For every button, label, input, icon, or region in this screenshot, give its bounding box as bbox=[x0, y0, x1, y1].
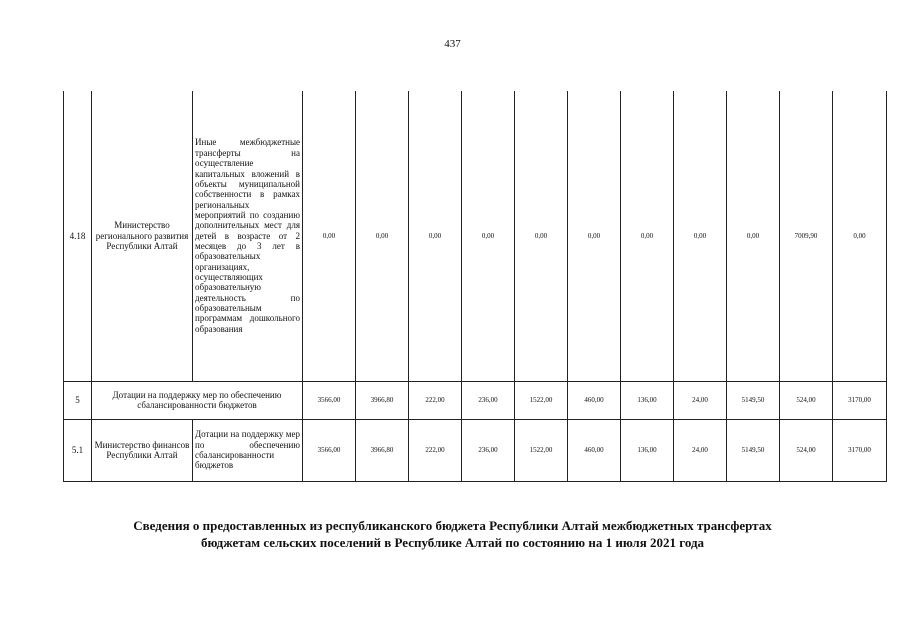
table-row bbox=[64, 91, 887, 381]
purpose-cell: Дотации на поддержку мер по обеспечению сбалансированности бюджетов bbox=[193, 419, 303, 481]
value-cell: 0,00 bbox=[356, 91, 409, 381]
value-cell: 7009,90 bbox=[780, 91, 833, 381]
organization-cell: Министерство регионального развития Республики Алтай bbox=[92, 91, 193, 381]
value-cell: 460,00 bbox=[568, 419, 621, 481]
value-cell: 524,00 bbox=[780, 381, 833, 419]
value-cell: 24,00 bbox=[674, 419, 727, 481]
value-cell: 236,00 bbox=[462, 381, 515, 419]
value-cell: 24,00 bbox=[674, 381, 727, 419]
purpose-cell: Иные межбюджетные трансферты на осуществление капитальных вложений в объекты муниципальной собственности в рамках региональных мероприятий по созданию дополнительных мест для детей в возрасте от 2 месяцев до 3 лет в образовательных организациях, осуществляющих образовательную деятельность по образовательным программам дошкольного образования bbox=[193, 91, 303, 381]
row-number: 4.18 bbox=[64, 91, 92, 381]
merged-description-cell: Дотации на поддержку мер по обеспечению сбалансированности бюджетов bbox=[92, 381, 303, 419]
value-cell: 0,00 bbox=[727, 91, 780, 381]
value-cell: 136,00 bbox=[621, 381, 674, 419]
value-cell: 0,00 bbox=[515, 91, 568, 381]
table-row bbox=[64, 381, 887, 419]
value-cell: 0,00 bbox=[674, 91, 727, 381]
row-number: 5 bbox=[64, 381, 92, 419]
value-cell: 1522,00 bbox=[515, 381, 568, 419]
value-cell: 136,00 bbox=[621, 419, 674, 481]
section-heading bbox=[40, 518, 865, 552]
value-cell: 5149,50 bbox=[727, 419, 780, 481]
value-cell: 3966,80 bbox=[356, 419, 409, 481]
section-heading-line-2: бюджетам сельских поселений в Республике Алтай по состоянию на 1 июля 2021 года bbox=[200, 534, 705, 550]
value-cell: 3170,00 bbox=[833, 381, 887, 419]
organization-cell: Министерство финансов Республики Алтай bbox=[92, 419, 193, 481]
value-cell: 3566,00 bbox=[303, 381, 356, 419]
value-cell: 222,00 bbox=[409, 419, 462, 481]
value-cell: 0,00 bbox=[568, 91, 621, 381]
value-cell: 3170,00 bbox=[833, 419, 887, 481]
value-cell: 1522,00 bbox=[515, 419, 568, 481]
value-cell: 460,00 bbox=[568, 381, 621, 419]
value-cell: 0,00 bbox=[462, 91, 515, 381]
transfers-table bbox=[63, 91, 887, 482]
value-cell: 524,00 bbox=[780, 419, 833, 481]
value-cell: 0,00 bbox=[409, 91, 462, 381]
value-cell: 0,00 bbox=[621, 91, 674, 381]
value-cell: 5149,50 bbox=[727, 381, 780, 419]
page-number: 437 bbox=[444, 38, 461, 50]
value-cell: 3566,00 bbox=[303, 419, 356, 481]
value-cell: 0,00 bbox=[303, 91, 356, 381]
value-cell: 0,00 bbox=[833, 91, 887, 381]
value-cell: 3966,80 bbox=[356, 381, 409, 419]
value-cell: 222,00 bbox=[409, 381, 462, 419]
table-row bbox=[64, 419, 887, 481]
value-cell: 236,00 bbox=[462, 419, 515, 481]
section-heading-line-1: Сведения о предоставленных из республиканского бюджета Республики Алтай межбюджетных трансфертах bbox=[133, 518, 772, 533]
row-number: 5.1 bbox=[64, 419, 92, 481]
